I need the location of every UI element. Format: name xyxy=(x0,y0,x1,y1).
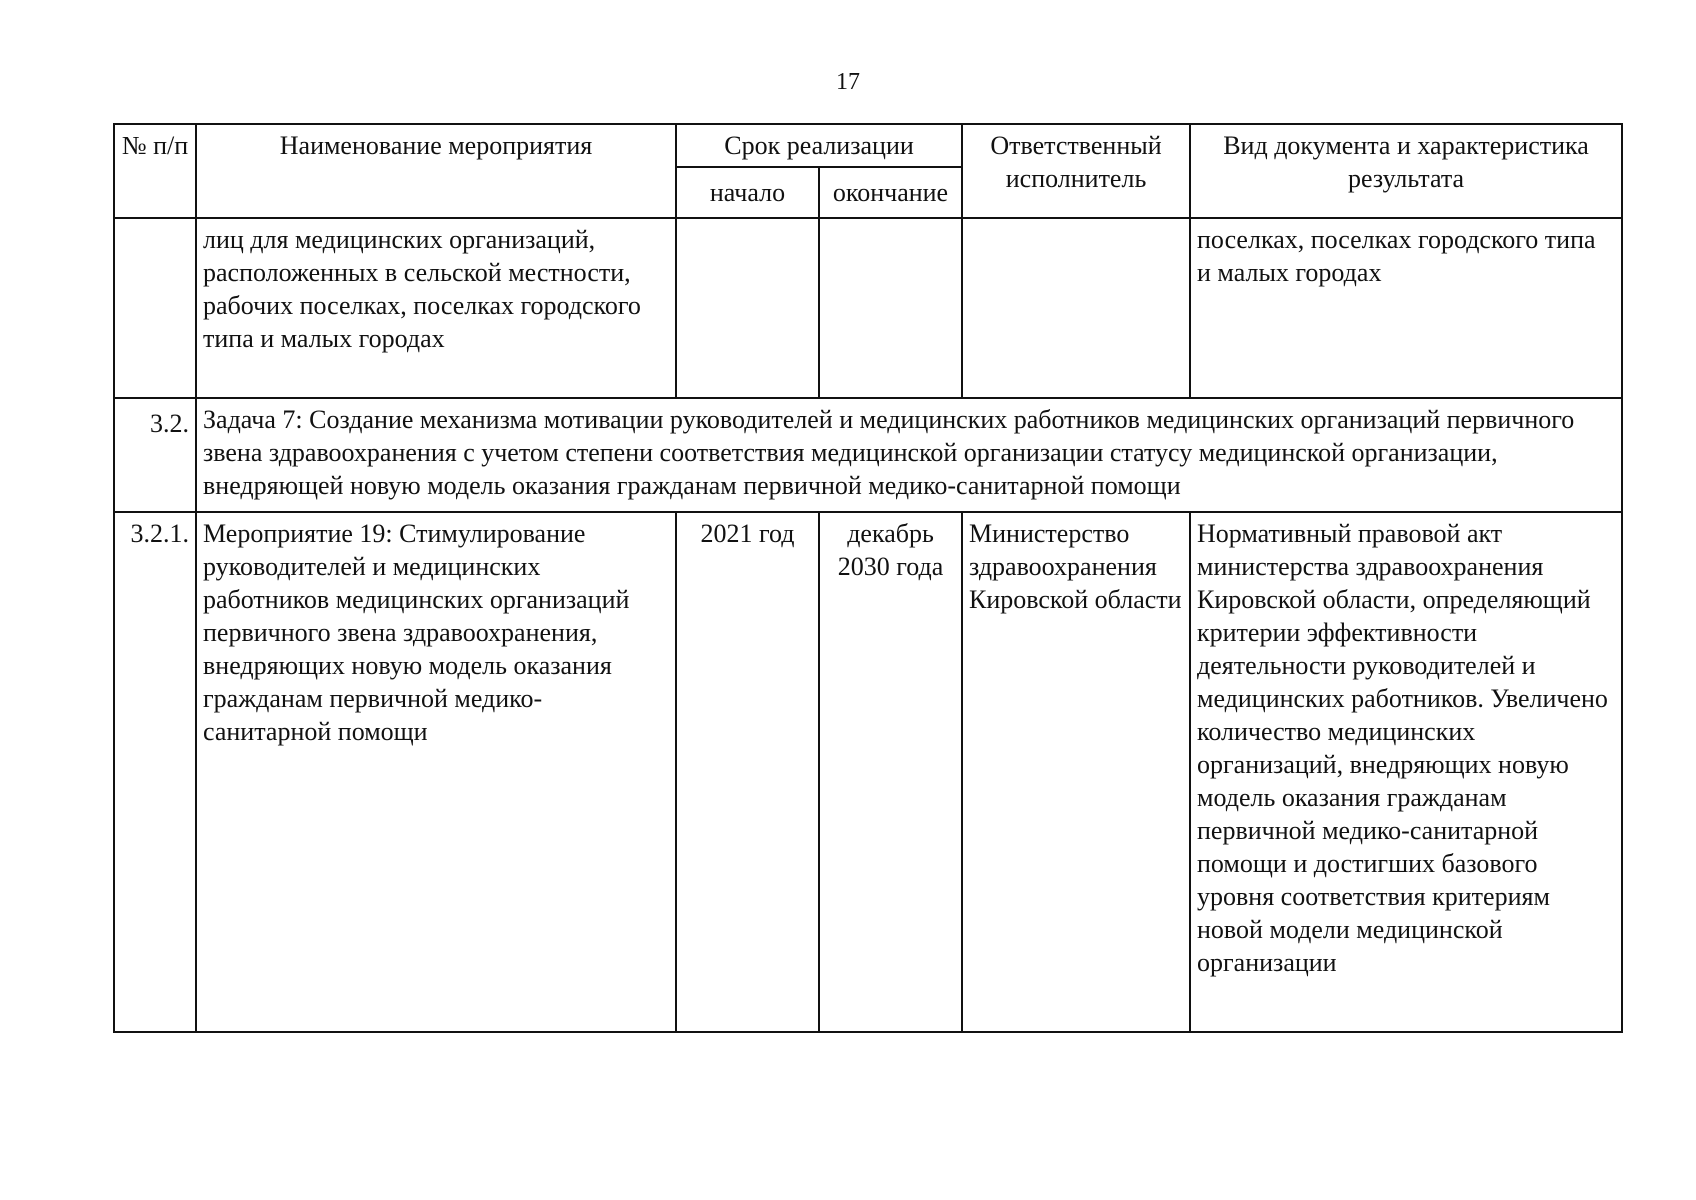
header-period: Срок реализации xyxy=(676,124,962,167)
row-start: 2021 год xyxy=(676,512,819,1032)
task-description: Задача 7: Создание механизма мотивации руководителей и медицинских работников медицинских организаций первичного звена здравоохранения с учетом степени соответствия медицинской организации статусу медицинской организации, внедряющей новую модель оказания гражданам первичной медико-санитарной помощи xyxy=(196,398,1622,512)
row-executor xyxy=(962,218,1190,398)
activities-table xyxy=(113,123,1623,1033)
row-name: Мероприятие 19: Стимулирование руководителей и медицинских работников медицинских организаций первичного звена здравоохранения, внедряющих новую модель оказания гражданам первичной медико-санитарной помощи xyxy=(196,512,676,1032)
header-result: Вид документа и характеристика результата xyxy=(1190,124,1622,218)
row-name: лиц для медицинских организаций, расположенных в сельской местности, рабочих поселках, поселках городского типа и малых городах xyxy=(196,218,676,398)
row-end xyxy=(819,218,962,398)
row-num: 3.2. xyxy=(114,398,196,512)
row-end: декабрь 2030 года xyxy=(819,512,962,1032)
page-number: 17 xyxy=(836,69,860,95)
row-executor: Министерство здравоохранения Кировской области xyxy=(962,512,1190,1032)
row-start xyxy=(676,218,819,398)
table-header-row xyxy=(114,124,1622,167)
row-num xyxy=(114,218,196,398)
row-num: 3.2.1. xyxy=(114,512,196,1032)
row-result: поселках, поселках городского типа и малых городах xyxy=(1190,218,1622,398)
header-start: начало xyxy=(676,167,819,218)
header-executor: Ответственный исполнитель xyxy=(962,124,1190,218)
row-result: Нормативный правовой акт министерства здравоохранения Кировской области, определяющий критерии эффективности деятельности руководителей и медицинских работников. Увеличено количество медицинских организаций, внедряющих новую модель оказания гражданам первичной медико-санитарной помощи и достигших базового уровня соответствия критериям новой модели медицинской организации xyxy=(1190,512,1622,1032)
header-end: окончание xyxy=(819,167,962,218)
header-num: № п/п xyxy=(114,124,196,218)
table-row-task xyxy=(114,398,1622,512)
table-row xyxy=(114,512,1622,1032)
header-name: Наименование мероприятия xyxy=(196,124,676,218)
table-row xyxy=(114,218,1622,398)
